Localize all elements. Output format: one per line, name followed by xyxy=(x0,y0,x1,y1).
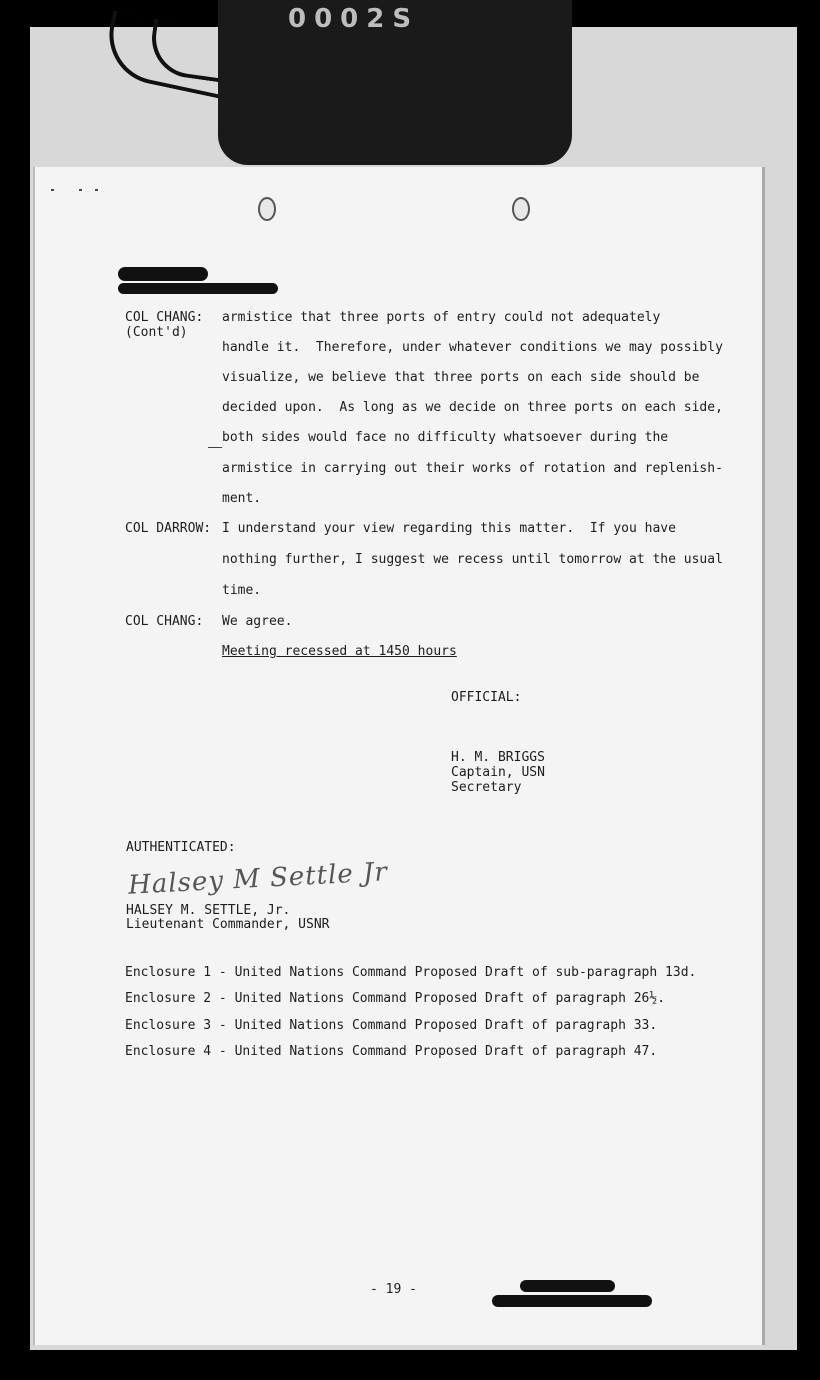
classification-redaction xyxy=(492,1295,652,1307)
speaker-label: COL DARROW: xyxy=(125,521,212,536)
statement-line: time. xyxy=(222,583,262,598)
statement-line: armistice in carrying out their works of rotation and replenish- xyxy=(222,461,723,476)
punch-hole xyxy=(512,197,530,221)
film-speck xyxy=(51,189,54,191)
statement-line: armistice that three ports of entry could not adequately xyxy=(222,310,661,325)
speaker-label: COL CHANG: xyxy=(125,614,204,629)
statement-line: decided upon. As long as we decide on three ports on each side, xyxy=(222,400,723,415)
speaker-cont-note: (Cont'd) xyxy=(125,325,188,340)
recess-note: Meeting recessed at 1450 hours xyxy=(222,644,457,659)
statement-line: I understand your view regarding this matter. If you have xyxy=(222,521,676,536)
frame-clamp xyxy=(218,0,572,165)
enclosure-item: Enclosure 1 - United Nations Command Proposed Draft of sub-paragraph 13d. xyxy=(125,965,697,980)
statement-line: We agree. xyxy=(222,614,293,629)
statement-line: visualize, we believe that three ports on each side should be xyxy=(222,370,700,385)
page-number: - 19 - xyxy=(370,1282,417,1297)
punch-hole xyxy=(258,197,276,221)
official-name: H. M. BRIGGS xyxy=(451,750,545,765)
authenticated-name: HALSEY M. SETTLE, Jr. xyxy=(126,903,291,918)
statement-line: handle it. Therefore, under whatever conditions we may possibly xyxy=(222,340,723,355)
statement-line: nothing further, I suggest we recess until tomorrow at the usual xyxy=(222,552,723,567)
classification-redaction xyxy=(118,267,208,281)
statement-line: both sides would face no difficulty whatsoever during the xyxy=(222,430,669,445)
enclosure-item: Enclosure 2 - United Nations Command Proposed Draft of paragraph 26½. xyxy=(125,991,666,1006)
enclosure-item: Enclosure 4 - United Nations Command Proposed Draft of paragraph 47. xyxy=(125,1044,658,1059)
enclosure-item: Enclosure 3 - United Nations Command Proposed Draft of paragraph 33. xyxy=(125,1018,658,1033)
official-label: OFFICIAL: xyxy=(451,690,522,705)
classification-redaction xyxy=(118,283,278,294)
statement-line: ment. xyxy=(222,491,262,506)
official-title: Secretary xyxy=(451,780,522,795)
authenticated-label: AUTHENTICATED: xyxy=(126,840,236,855)
film-speck xyxy=(79,189,82,191)
authenticated-rank: Lieutenant Commander, USNR xyxy=(126,917,330,932)
handwritten-signature: Halsey M Settle Jr xyxy=(127,857,389,901)
official-rank: Captain, USN xyxy=(451,765,545,780)
speaker-label: COL CHANG: xyxy=(125,310,204,325)
film-speck xyxy=(95,189,98,191)
classification-redaction xyxy=(520,1280,615,1292)
margin-mark xyxy=(208,447,222,448)
frame-counter: 0002S xyxy=(288,4,420,34)
